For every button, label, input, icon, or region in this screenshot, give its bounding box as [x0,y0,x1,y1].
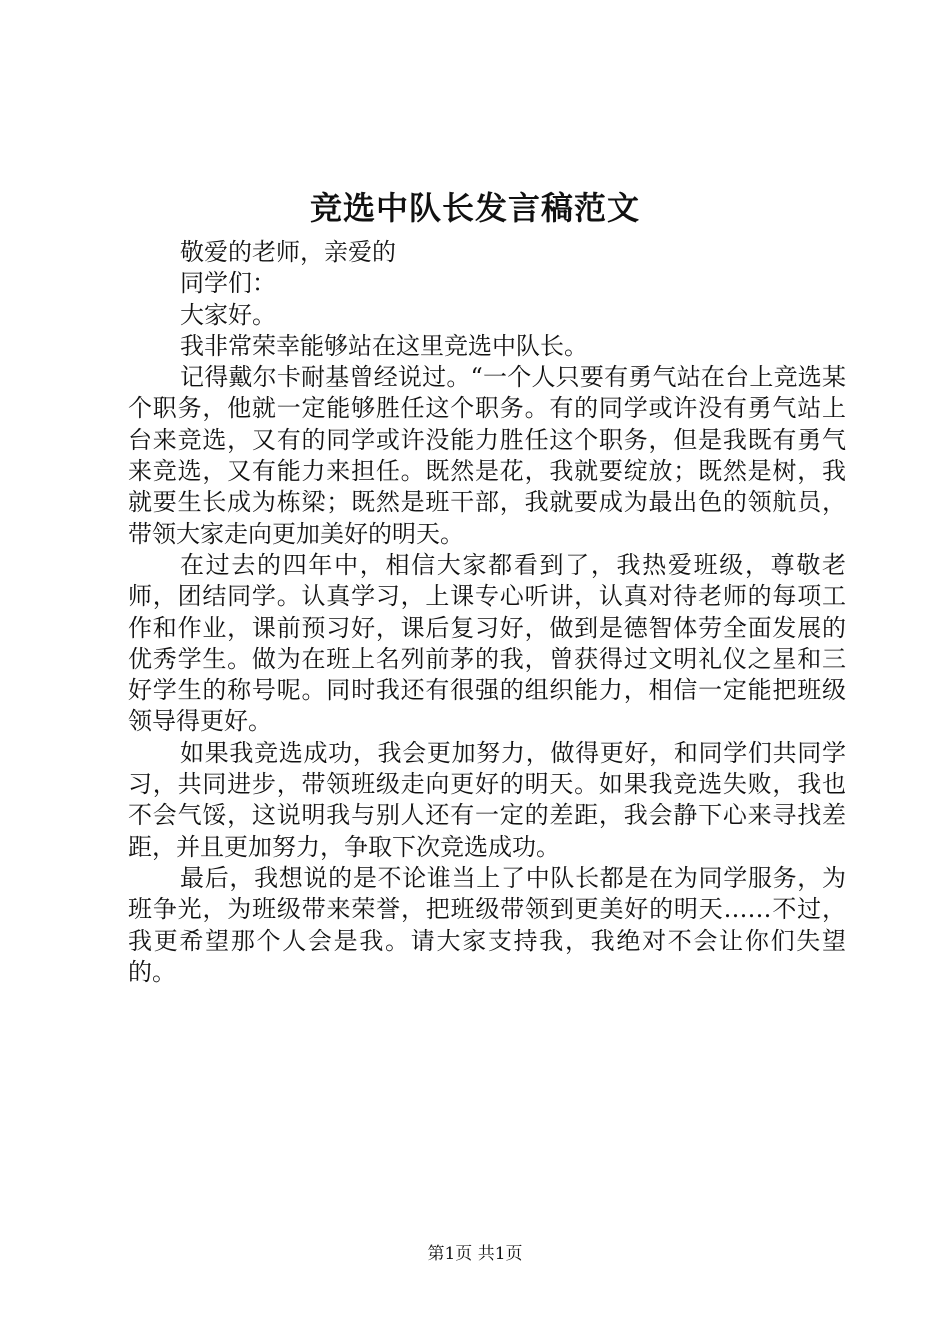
paragraph-intro: 我非常荣幸能够站在这里竞选中队长。 [180,331,588,360]
paragraph-past: 在过去的四年中，相信大家都看到了，我热爱班级，尊敬老师，团结同学。认真学习，上课专心听讲，认真对待老师的每项工作和作业，课前预习好，课后复习好，做到是德智体劳全面发展的优秀学生。做为在班上名列前茅的我，曾获得过文明礼仪之星和三好学生的称号呢。同时我还有很强的组织能力，相信一定能把班级领导得更好。 [128,550,846,736]
greeting: 大家好。 [180,300,276,329]
document-title: 竞选中队长发言稿范文 [309,189,640,227]
paragraph-plan: 如果我竞选成功，我会更加努力，做得更好，和同学们共同学习，共同进步，带领班级走向更好的明天。如果我竞选失败，我也不会气馁，这说明我与别人还有一定的差距，我会静下心来寻找差距，并且更加努力，争取下次竞选成功。 [128,738,846,861]
document-body [128,237,846,988]
paragraph-closing: 最后，我想说的是不论谁当上了中队长都是在为同学服务，为班争光，为班级带来荣誉，把班级带领到更美好的明天……不过，我更希望那个人会是我。请大家支持我，我绝对不会让你们失望的。 [128,863,846,986]
page-footer: 第1页 共1页 [427,1244,523,1264]
salutation-line-2: 同学们： [180,269,276,298]
salutation-line-1: 敬爱的老师，亲爱的 [180,238,396,266]
paragraph-quote: 记得戴尔卡耐基曾经说过。“一个人只要有勇气站在台上竞选某个职务，他就一定能够胜任这个职务。有的同学或许没有勇气站上台来竞选，又有的同学或许没能力胜任这个职务，但是我既有勇气来竞选，又有能力来担任。既然是花，我就要绽放；既然是树，我就要生长成为栋梁；既然是班干部，我就要成为最出色的领航员，带领大家走向更加美好的明天。 [128,363,846,548]
